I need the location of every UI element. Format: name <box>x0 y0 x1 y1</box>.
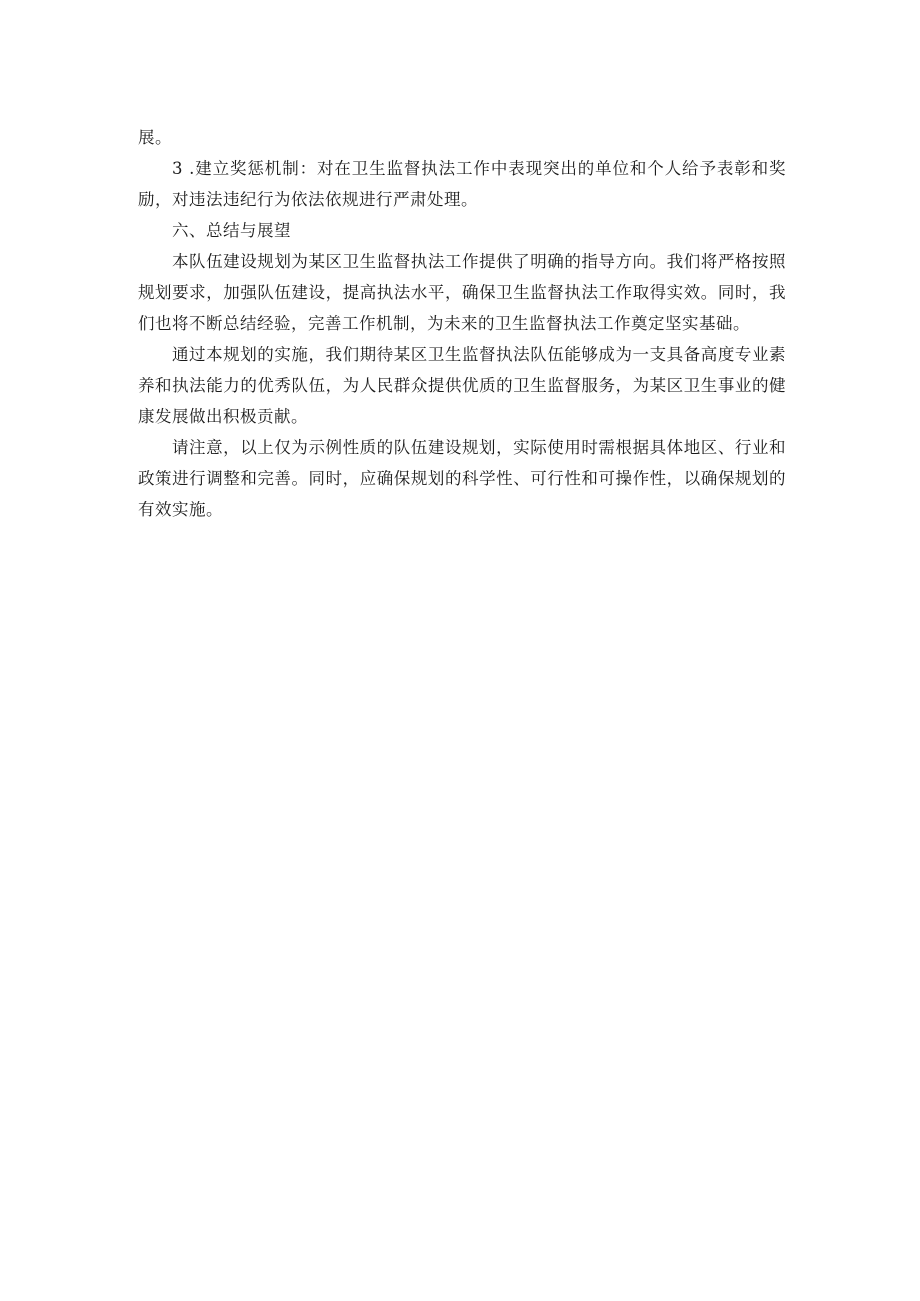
paragraph-line: 规划要求，加强队伍建设，提高执法水平，确保卫生监督执法工作取得实效。同时，我 <box>138 283 786 302</box>
paragraph-line: 政策进行调整和完善。同时，应确保规划的科学性、可行性和可操作性，以确保规划的 <box>138 469 786 488</box>
paragraph-line: 通过本规划的实施，我们期待某区卫生监督执法队伍能够成为一支具备高度专业素 <box>172 345 786 364</box>
paragraph-line: 展。 <box>138 128 172 147</box>
section-heading: 六、总结与展望 <box>172 221 291 240</box>
list-item-line: 励，对违法违纪行为依法依规进行严肃处理。 <box>138 190 478 209</box>
list-item-line: 3 .建立奖惩机制：对在卫生监督执法工作中表现突出的单位和个人给予表彰和奖 <box>172 159 786 178</box>
paragraph-line: 们也将不断总结经验，完善工作机制，为未来的卫生监督执法工作奠定坚实基础。 <box>138 314 750 333</box>
paragraph-line: 有效实施。 <box>138 500 223 519</box>
paragraph-line: 养和执法能力的优秀队伍，为人民群众提供优质的卫生监督服务，为某区卫生事业的健 <box>138 376 786 395</box>
paragraph-line: 请注意，以上仅为示例性质的队伍建设规划，实际使用时需根据具体地区、行业和 <box>172 438 786 457</box>
paragraph-line: 本队伍建设规划为某区卫生监督执法工作提供了明确的指导方向。我们将严格按照 <box>172 252 786 271</box>
paragraph-line: 康发展做出积极贡献。 <box>138 407 308 426</box>
document-page <box>138 122 786 525</box>
